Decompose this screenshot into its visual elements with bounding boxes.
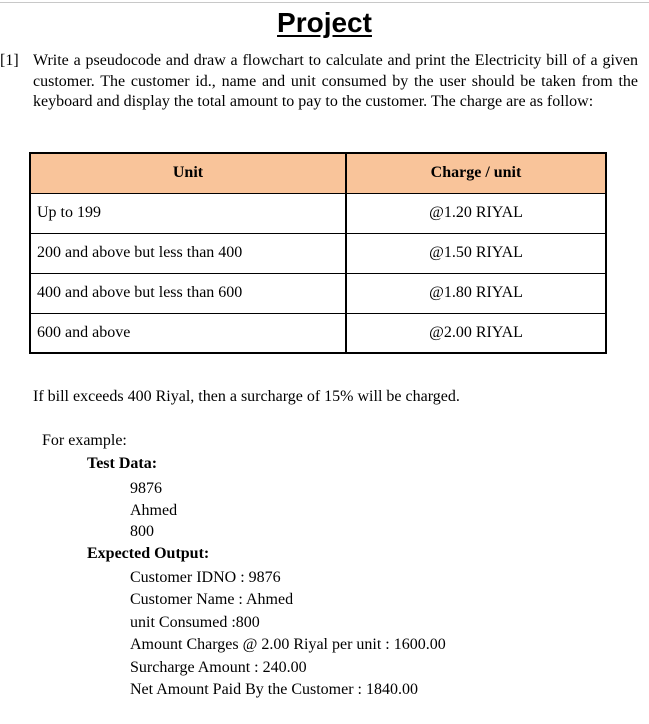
question-text: Write a pseudocode and draw a flowchart to calculate and print the Electricity bill of a given customer. The customer id., name and unit consumed by the user should be taken from the keyboard and display the total amount to pay to the customer. The charge are as follow: [33,52,638,110]
test-data-line: 9876 [130,480,162,497]
example-intro: For example: [42,432,127,449]
unit-cell: Up to 199 [30,193,346,233]
test-data-list [130,478,177,543]
unit-cell: 200 and above but less than 400 [30,233,346,273]
table-row [30,313,606,353]
charge-table [29,152,607,354]
test-data-line: Ahmed [130,501,178,519]
charge-cell: @1.20 RIYAL [346,193,606,233]
expected-output-heading: Expected Output: [87,545,210,562]
table-row [30,273,606,313]
unit-cell: 600 and above [30,313,346,353]
charge-cell: @1.50 RIYAL [346,233,606,273]
top-border-line [0,2,649,3]
expected-output-line: unit Consumed :800 [130,613,260,631]
expected-output-line: Amount Charges @ 2.00 Riyal per unit : 1600.00 [130,636,446,654]
test-data-heading: Test Data: [87,455,158,472]
test-data-line: 800 [130,523,154,541]
charge-cell: @1.80 RIYAL [346,273,606,313]
expected-output-line: Surcharge Amount : 240.00 [130,658,307,676]
header-unit: Unit [30,153,346,193]
page-title: Project [277,7,372,38]
charge-cell: @2.00 RIYAL [346,313,606,353]
table-row [30,193,606,233]
unit-cell: 400 and above but less than 600 [30,273,346,313]
header-charge: Charge / unit [346,153,606,193]
expected-output-line: Customer IDNO : 9876 [130,569,281,586]
question-number: [1] [0,52,19,69]
table-header-row [30,153,606,193]
expected-output-list [130,567,446,701]
surcharge-note: If bill exceeds 400 Riyal, then a surcharge of 15% will be charged. [33,388,460,405]
table-row [30,233,606,273]
expected-output-line: Net Amount Paid By the Customer : 1840.00 [130,681,418,699]
expected-output-line: Customer Name : Ahmed [130,591,294,609]
